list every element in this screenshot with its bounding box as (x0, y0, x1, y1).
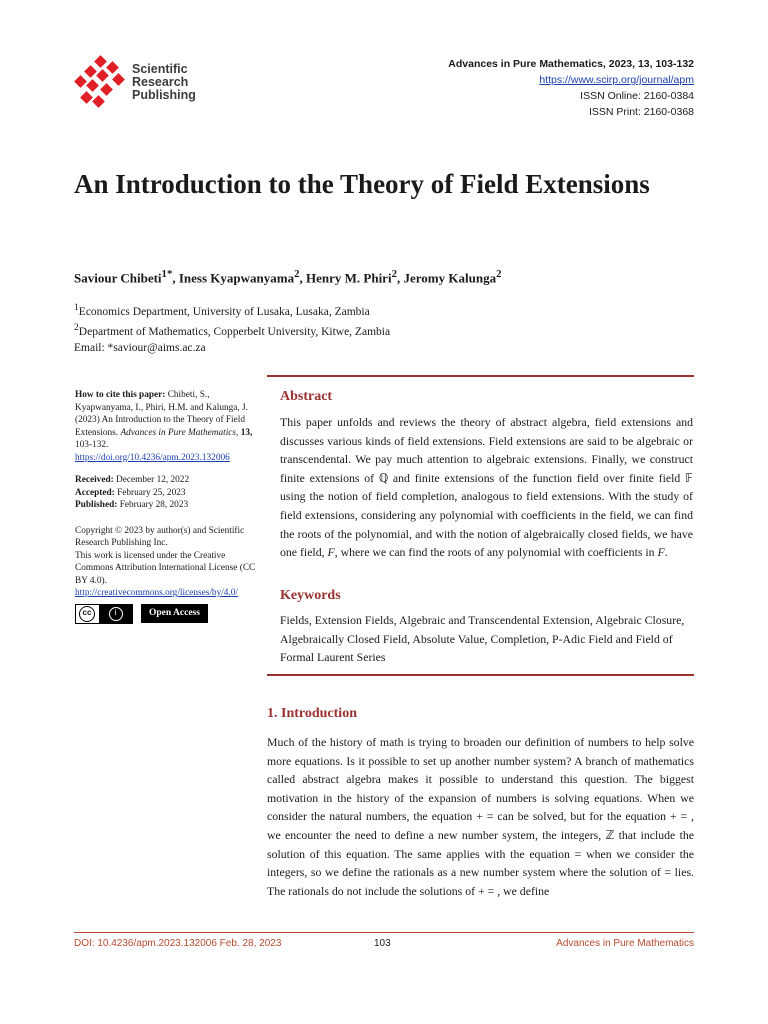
section-rule (267, 375, 694, 377)
dates: Received: December 12, 2022 Accepted: February 25, 2023 Published: February 28, 2023 (75, 475, 190, 510)
how-to-cite: How to cite this paper: Chibeti, S., Kyapwanyama, I., Phiri, H.M. and Kalunga, J. (2023) An Introduction to the Theory of Field Extensions. Advances in Pure Mathematics, 13, 103-132. https://doi.org/10.4236/apm.2023.132006 (75, 390, 253, 463)
introduction-heading: 1. Introduction (267, 706, 357, 721)
journal-citation: Advances in Pure Mathematics, 2023, 13, 103-132 (448, 58, 694, 70)
abstract-heading: Abstract (280, 389, 333, 404)
keywords-heading: Keywords (280, 588, 341, 603)
open-access-badge: Open Access (141, 604, 208, 623)
publisher-logo (74, 55, 204, 115)
cc-by-badge[interactable] (75, 604, 133, 624)
license-text: This work is licensed under the Creative Commons Attribution International License (CC BY 4.0). (75, 550, 256, 586)
doi-link[interactable]: https://doi.org/10.4236/apm.2023.132006 (75, 452, 230, 463)
affiliations (74, 300, 390, 356)
journal-url-link[interactable]: https://www.scirp.org/journal/apm (539, 74, 694, 86)
affiliation-1: $^1$Economics Department, University of Lusaka, Lusaka, Zambia (74, 302, 370, 318)
affiliation-2: $^2$Department of Mathematics, Copperbelt University, Kitwe, Zambia (74, 321, 391, 338)
keywords-text: Fields, Extension Fields, Algebraic and Transcendental Extension, Algebraic Closure, Algebraically Closed Field, Absolute Value, Completion, P-Adic Field and Field of Formal Laurent Series (280, 613, 685, 665)
author-name: Iness Kyapwanyama (178, 270, 295, 286)
cc-icon: cc (79, 606, 95, 622)
abstract-text: This paper unfolds and reviews the theory of abstract algebra, field extensions and discusses various kinds of field extensions. Field extensions are said to be algebraic or transcendental. We pay much attention to algebraic extensions. Finally, we construct finite extensions of ℚ and finite extensions of the function field over finite field 𝔽 using the notion of field completion, analogous to field extensions. With the study of field extensions, considering any polynomial with coefficients in the field, we can find the roots of the polynomial, and with the notion of algebraically closed fields, we have one field, F, where we can find the roots of any polynomial with coefficients in F. (280, 415, 693, 560)
author-name: Jeromy Kalunga (403, 270, 497, 286)
journal-info (448, 56, 694, 120)
page-number: 103 (374, 938, 391, 949)
email: Email: *saviour@aims.ac.za (74, 341, 206, 354)
copyright: Copyright © 2023 by author(s) and Scientific Research Publishing Inc. (75, 525, 245, 548)
license-link[interactable]: http://creativecommons.org/licenses/by/4.0/ (75, 588, 239, 598)
issn-online: ISSN Online: 2160-0384 (580, 90, 694, 102)
sidebar (75, 389, 265, 624)
paper-title: An Introduction to the Theory of Field Extensions (74, 169, 650, 199)
logo-diamonds-icon (74, 55, 130, 113)
author-name: Saviour Chibeti (74, 270, 162, 286)
attribution-icon: i (109, 607, 123, 621)
section-rule (267, 674, 694, 676)
author-name: Henry M. Phiri (306, 270, 392, 286)
footer-doi: DOI: 10.4236/apm.2023.132006 Feb. 28, 2023 (74, 938, 282, 949)
logo-text: Scientific Research Publishing (132, 62, 196, 102)
footer-rule (74, 932, 694, 933)
introduction-text: Much of the history of math is trying to broaden our definition of numbers to help solve more equations. Is it possible to set up another number system? A branch of mathematics called abstract algebra makes it possible to understand this question. The biggest motivation in the history of the expansion of numbers is solving equations. When we consider the natural numbers, the equation + = can be solved, but for the equation + = , we encounter the need to define a new number system, the integers, ℤ that include the solution of this equation. The same applies with the equation = when we consider the integers, so we define the rationals as a new number system where the solution of = lies. The rationals do not include the solutions of + = , we define (267, 735, 694, 898)
issn-print: ISSN Print: 2160-0368 (588, 106, 694, 118)
author-list: Saviour Chibeti$^{1*}$, Iness Kyapwanyama$^2$, Henry M. Phiri$^2$, Jeromy Kalunga$^2$ (74, 268, 502, 286)
footer-journal: Advances in Pure Mathematics (556, 938, 694, 949)
